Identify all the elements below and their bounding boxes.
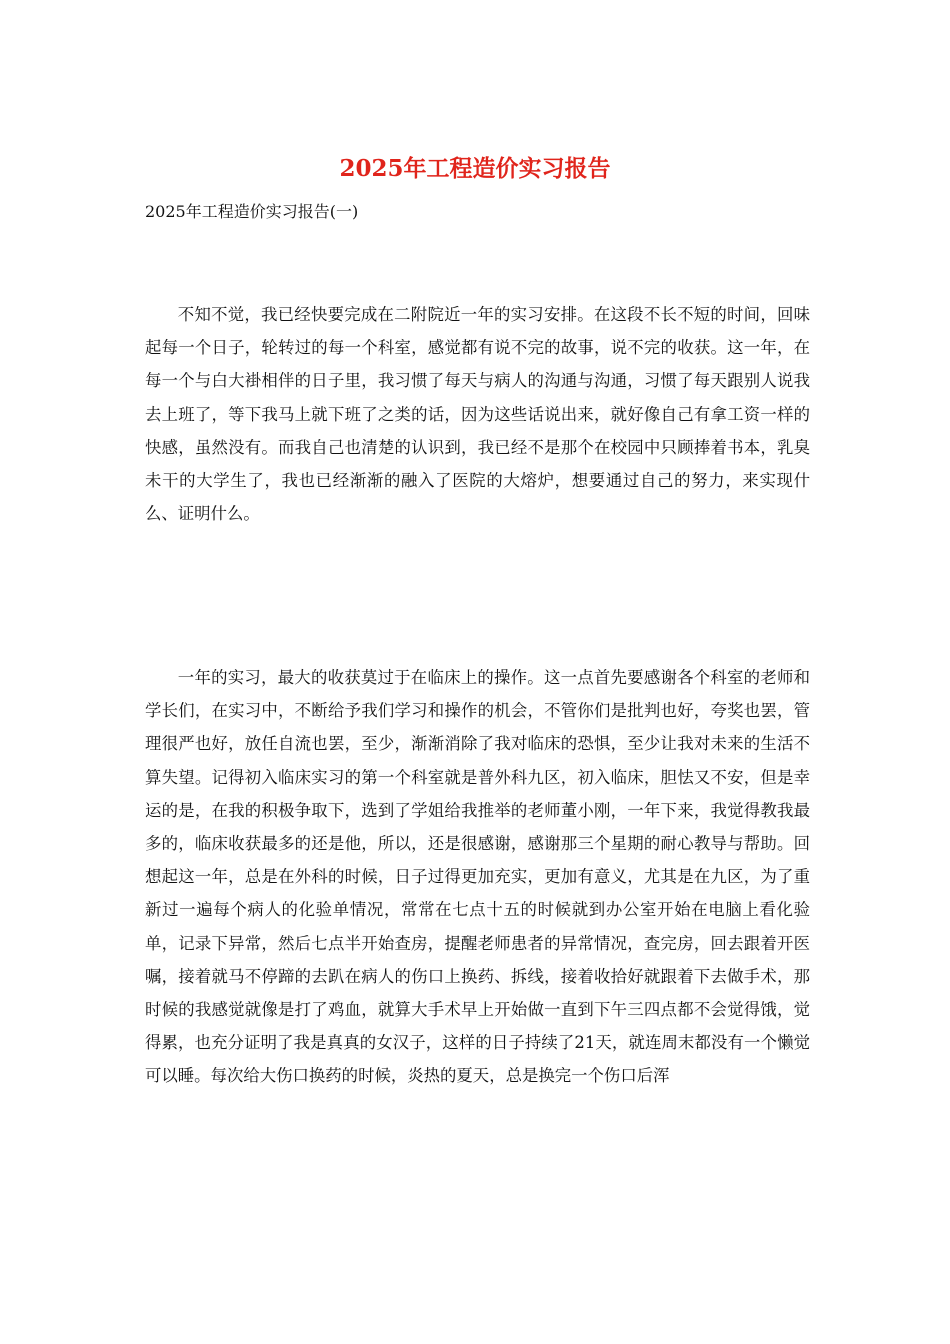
document-subtitle: 2025年工程造价实习报告(一) [145,202,359,221]
body-paragraph: 一年的实习，最大的收获莫过于在临床上的操作。这一点首先要感谢各个科室的老师和学长们，在实习中，不断给予我们学习和操作的机会，不管你们是批判也好，夸奖也罢，管理很严也好，放任自流也罢，至少，渐渐消除了我对临床的恐惧，至少让我对未来的生活不算失望。记得初入临床实习的第一个科室就是普外科九区，初入临床，胆怯又不安，但是幸运的是，在我的积极争取下，选到了学姐给我推举的老师董小刚，一年下来，我觉得教我最多的，临床收获最多的还是他，所以，还是很感谢，感谢那三个星期的耐心教导与帮助。回想起这一年，总是在外科的时候，日子过得更加充实，更加有意义，尤其是在九区，为了重新过一遍每个病人的化验单情况，常常在七点十五的时候就到办公室开始在电脑上看化验单，记录下异常，然后七点半开始查房，提醒老师患者的异常情况，查完房，回去跟着开医嘱，接着就马不停蹄的去趴在病人的伤口上换药、拆线，接着收拾好就跟着下去做手术，那时候的我感觉就像是打了鸡血，就算大手术早上开始做一直到下午三四点都不会觉得饿，觉得累，也充分证明了我是真真的女汉子，这样的日子持续了21天，就连周末都没有一个懒觉可以睡。每次给大伤口换药的时候，炎热的夏天，总是换完一个伤口后浑 [145,668,810,1086]
body-paragraph: 不知不觉，我已经快要完成在二附院近一年的实习安排。在这段不长不短的时间，回味起每一个日子，轮转过的每一个科室，感觉都有说不完的故事，说不完的收获。这一年，在每一个与白大褂相伴的日子里，我习惯了每天与病人的沟通与沟通，习惯了每天跟别人说我去上班了，等下我马上就下班了之类的话，因为这些话说出来，就好像自己有拿工资一样的快感，虽然没有。而我自己也清楚的认识到，我已经不是那个在校园中只顾捧着书本，乳臭未干的大学生了，我也已经渐渐的融入了医院的大熔炉，想要通过自己的努力，来实现什么、证明什么。 [145,305,810,524]
document-title: 2025年工程造价实习报告 [339,155,611,182]
